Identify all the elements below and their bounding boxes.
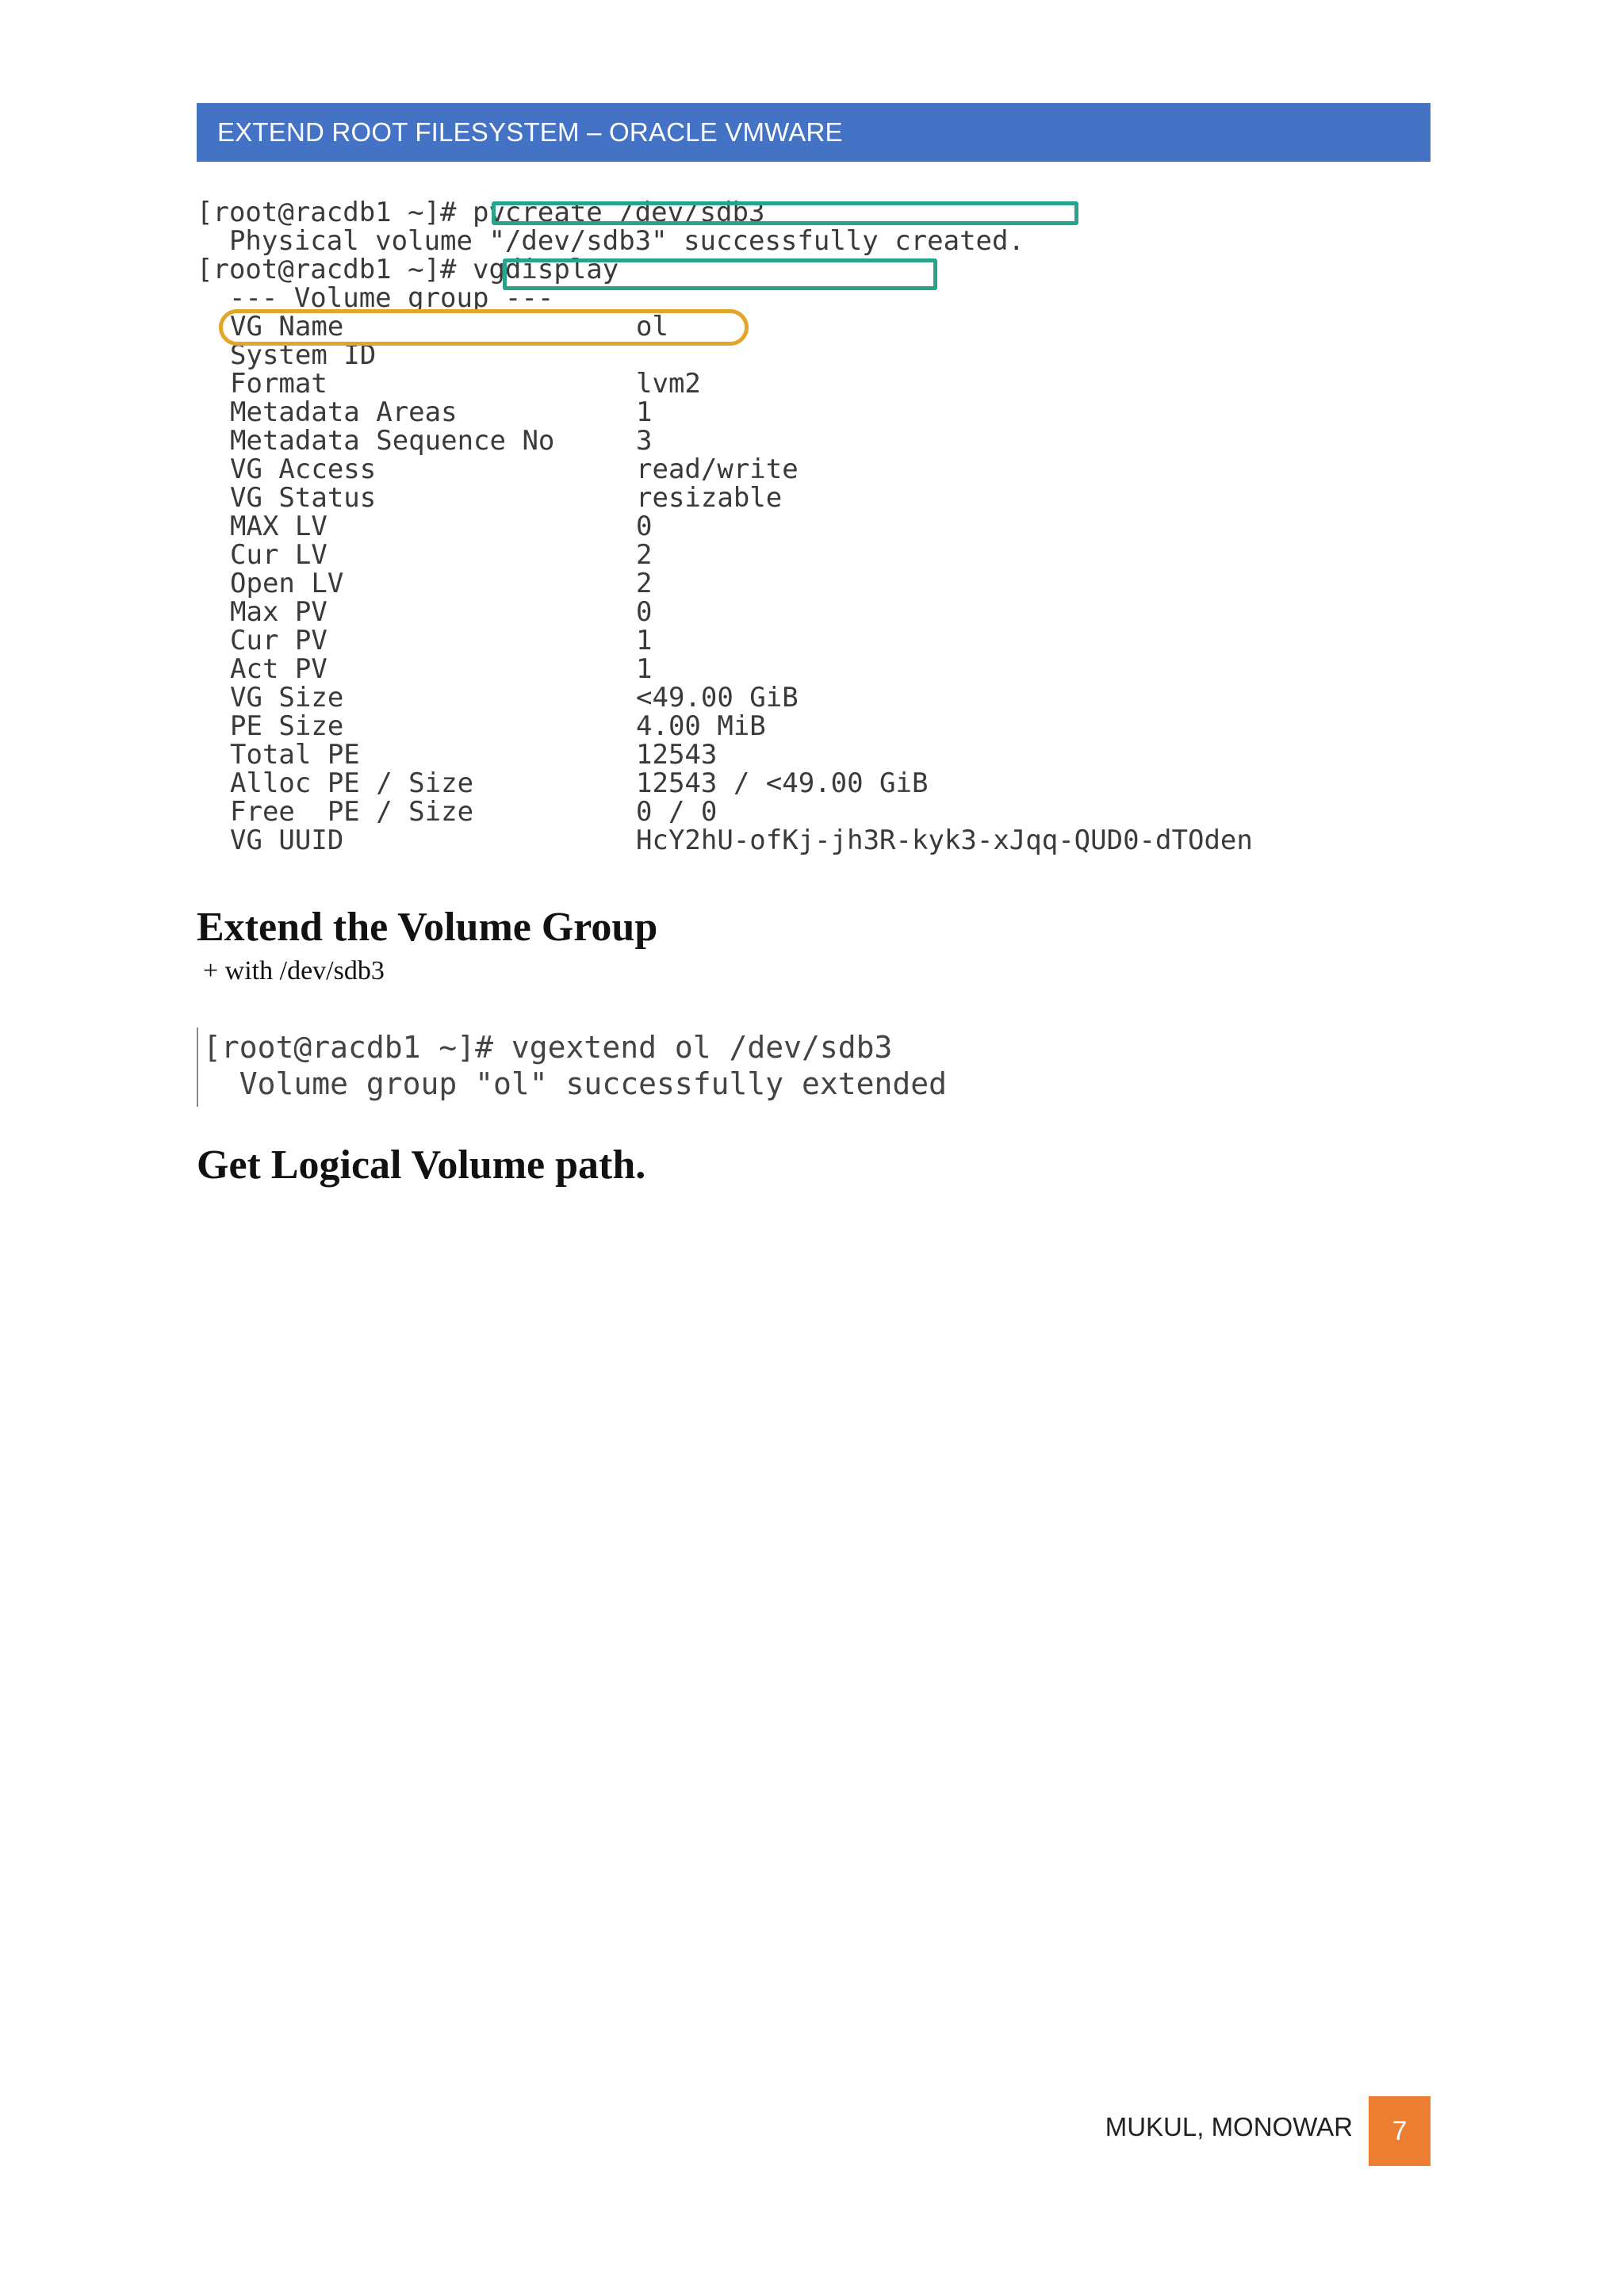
- vg-row-total-pe: [230, 740, 1419, 769]
- vg-name-highlight-oval: [219, 309, 749, 346]
- vgdisplay-highlight-box: [503, 258, 937, 290]
- vg-row-key: Open LV: [230, 568, 344, 599]
- terminal-line-vgdisplay: [root@racdb1 ~]# vgdisplay: [197, 254, 619, 285]
- terminal-line-pv-created: Physical volume "/dev/sdb3" successfully created.: [197, 225, 1025, 257]
- vg-row-value: 12543 / <49.00 GiB: [636, 767, 929, 799]
- page-number: 7: [1392, 2115, 1408, 2146]
- vg-row-value: read/write: [636, 453, 799, 485]
- vg-row-key: VG Access: [230, 453, 377, 485]
- footer-author: MUKUL, MONOWAR: [1105, 2112, 1353, 2141]
- page-number-badge: [1369, 2096, 1431, 2166]
- vg-row-key: Alloc PE / Size: [230, 767, 474, 799]
- vg-row-key: Metadata Sequence No: [230, 425, 555, 457]
- section-heading-extend-vg: Extend the Volume Group: [197, 905, 658, 950]
- vg-row-key: VG Size: [230, 682, 344, 714]
- vg-row-vg-access: [230, 455, 1419, 484]
- vg-row-key: VG UUID: [230, 825, 344, 856]
- section-heading-lv-path: Get Logical Volume path.: [197, 1142, 646, 1188]
- terminal-line-volume-group-header: --- Volume group ---: [197, 282, 554, 314]
- vg-row-key: Total PE: [230, 739, 360, 771]
- vg-row-value: <49.00 GiB: [636, 682, 799, 714]
- page-header-title: EXTEND ROOT FILESYSTEM – ORACLE VMWARE: [217, 117, 843, 147]
- vg-row-key: Format: [230, 368, 327, 400]
- vg-row-vg-size: [230, 683, 1419, 712]
- vg-row-value: 3: [636, 425, 653, 457]
- vgextend-result-line: Volume group "ol" successfully extended: [203, 1066, 947, 1101]
- vg-row-value: 1: [636, 625, 653, 656]
- vg-row-value: lvm2: [636, 368, 701, 400]
- vg-row-value: 4.00 MiB: [636, 710, 766, 742]
- pvcreate-highlight-box: [492, 201, 1078, 225]
- vg-row-pe-size: [230, 712, 1419, 740]
- terminal-line-pvcreate: [root@racdb1 ~]# pvcreate /dev/sdb3: [197, 197, 765, 228]
- vg-row-value: ol: [636, 311, 668, 342]
- vg-row-key: Cur LV: [230, 539, 327, 571]
- vgextend-command-line: [root@racdb1 ~]# vgextend ol /dev/sdb3: [203, 1030, 893, 1065]
- vg-row-alloc-pe: [230, 769, 1419, 798]
- vg-row-key: Cur PV: [230, 625, 327, 656]
- vg-row-key: Free PE / Size: [230, 796, 474, 828]
- vg-row-key: Metadata Areas: [230, 396, 458, 428]
- extend-vg-note: + with /dev/sdb3: [203, 956, 385, 985]
- vg-row-value: 1: [636, 396, 653, 428]
- vg-row-key: System ID: [230, 339, 377, 371]
- vgextend-terminal-snippet: [197, 1027, 991, 1107]
- vg-row-cur-pv: [230, 626, 1419, 655]
- vg-row-value: 0: [636, 596, 653, 628]
- vg-row-open-lv: [230, 569, 1419, 598]
- terminal-screenshot: [197, 190, 1431, 896]
- vg-row-vg-status: [230, 484, 1419, 512]
- vg-row-format: [230, 369, 1419, 398]
- vg-row-cur-lv: [230, 541, 1419, 569]
- vg-row-key: VG Status: [230, 482, 377, 514]
- vg-row-key: PE Size: [230, 710, 344, 742]
- vg-row-value: HcY2hU-ofKj-jh3R-kyk3-xJqq-QUD0-dTOden: [636, 825, 1253, 856]
- vg-row-metadata-areas: [230, 398, 1419, 427]
- vg-row-value: 0: [636, 511, 653, 542]
- vg-row-act-pv: [230, 655, 1419, 683]
- vg-row-max-pv: [230, 598, 1419, 626]
- vg-row-metadata-sequence: [230, 427, 1419, 455]
- vg-row-key: VG Name: [230, 311, 344, 342]
- vg-row-key: MAX LV: [230, 511, 327, 542]
- vg-row-value: 2: [636, 568, 653, 599]
- vg-row-value: 0 / 0: [636, 796, 718, 828]
- vg-row-value: 2: [636, 539, 653, 571]
- vg-row-key: Max PV: [230, 596, 327, 628]
- vg-row-max-lv: [230, 512, 1419, 541]
- vg-row-key: Act PV: [230, 653, 327, 685]
- vg-row-value: resizable: [636, 482, 783, 514]
- vg-row-value: 12543: [636, 739, 718, 771]
- page-header-bar: [197, 103, 1431, 162]
- vg-row-value: 1: [636, 653, 653, 685]
- vg-row-free-pe: [230, 798, 1419, 826]
- vg-row-vg-uuid: [230, 826, 1419, 855]
